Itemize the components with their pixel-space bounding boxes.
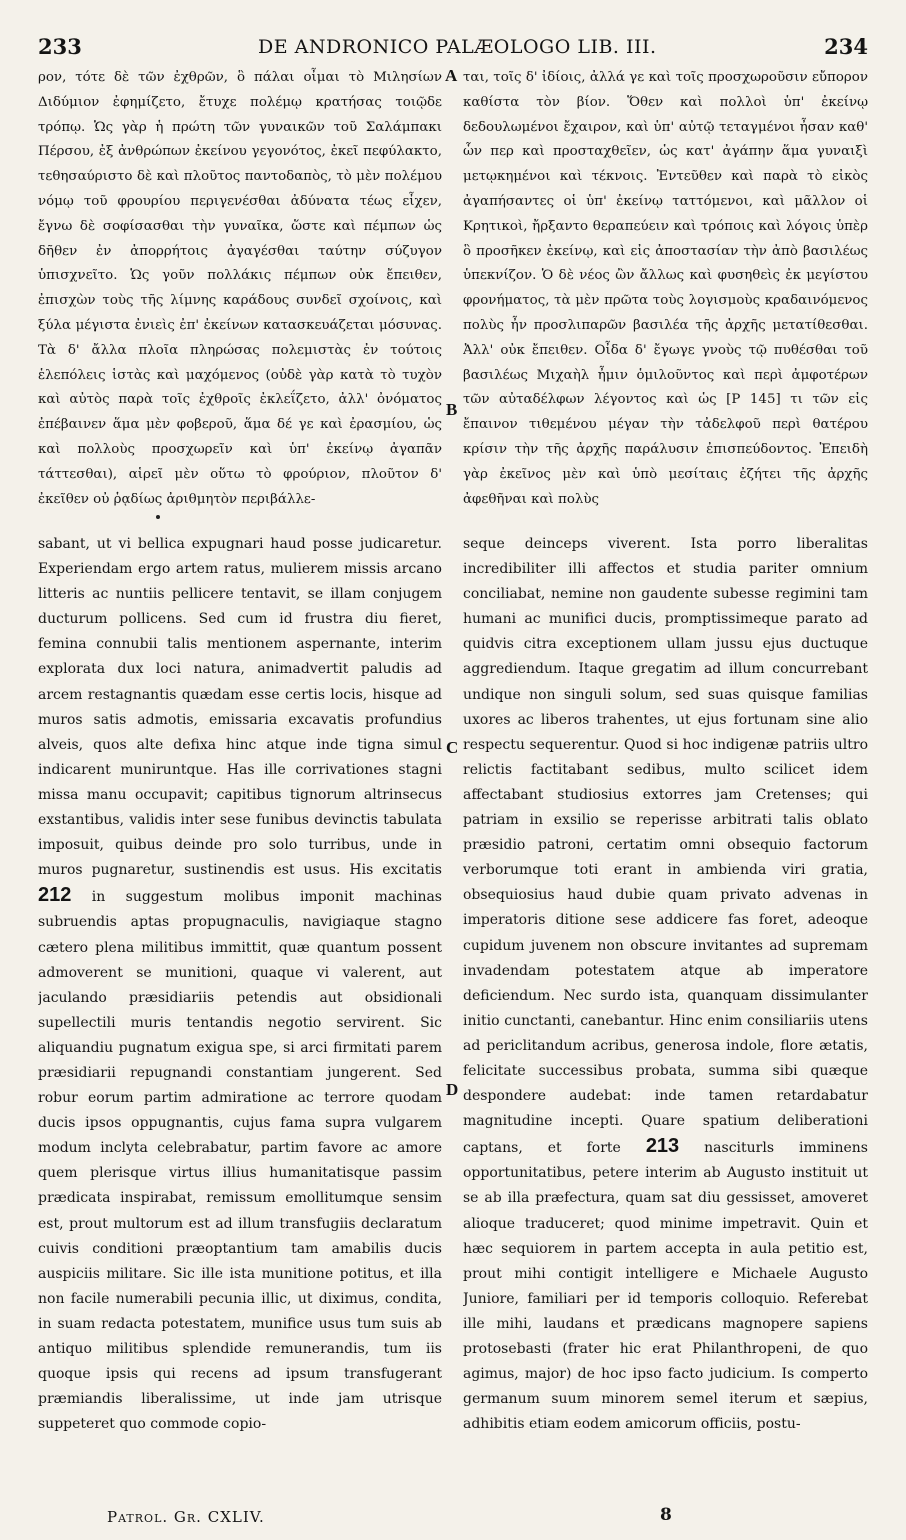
running-title: DE ANDRONICO PALÆOLOGO LIB. III. xyxy=(258,36,657,58)
footer-gathering-number: 8 xyxy=(660,1505,672,1525)
page-number-right: 234 xyxy=(824,34,868,59)
latin-text-right: seque deinceps viverent. Ista porro liberalitas incredibiliter illi affectos et studia pariter omnium conciliabat, nemine non gaudente subesse regimini tam humani ac munifici ducis, promptissimeque parato ad quidvis citra exceptionem ullam jussu ejus ductuque aggrediendum. Itaque gregatim ad illum concurrebant undique non singuli solum, sed suas quisque familias uxores ac liberos trahentes, ut ejus fortunam sine alio respectu sequerentur. Quod si hoc indigenæ patriis ultro relictis factitabant sedibus, multo scilicet idem affectabant studiosius extorres jam Cretenses; qui patriam in exsilio se reperisse arbitrati talis oblato præsidio patroni, certatim omni obsequio factorum verborumque toti erant in ambienda viri gratia, obsequiosius haud dubie quam privato advenas in imperatoris ditione sese addicere fas foret, adeoque cupidum juvenem non obscure invitantes ad supremam invadendam potestatem atque ab imperatore deficiendum. Nec surdo ista, quanquam dissimulanter initio cunctanti, canebantur. Hinc enim consiliariis utens ad periclitandum acribus, generosa indole, flore ætatis, felicitate successibus probata, summa sibi quæque despondere audebat: inde tamen retardabatur magnitudine incepti. Quare spatium deliberationi captans, et forte 213 nasciturls imminens opportunitatibus, petere interim ab Augusto instituit ut se ab illa præfectura, quam sat diu gessisset, amoveret alioque traduceret; quod minime impetravit. Quin et hæc sequiorem in partem accepta in aula petitio est, prout mihi contigit intelligere e Michaele Augusto Juniore, familiari per id temporis colloquio. Referebat ille mihi, laudans et prædicans magnopere sapiens protosebasti (frater hic erat Philanthropeni, de quo agimus, major) de hoc ipso facto judicium. Is comperto germanum suum minorem semel iterum et sæpius, adhibitis etiam eodem amicorum officiis, postu- xyxy=(463,536,868,1433)
column-number-213: 213 xyxy=(645,1135,680,1158)
latin-text-left: sabant, ut vi bellica expugnari haud posse judicaretur. Experiendam ergo artem ratus, mulierem missis arcano litteris ac nuntiis pellicere tentavit, se illam conjugem ducturum pollicens. Sed cum id frustra diu fieret, femina connubii talis mentionem aspernante, interim explorata dux loci natura, animadvertit paludis ad arcem restagnantis quædam esse certis locis, hisque ad muros satis admotis, emissaria excavatis profundius alveis, quos alte defixa hinc atque inde tigna simul indicarent muniruntque. Has ille corrivationes stagni missa manu occupavit; capitibus tignorum altrinsecus exstantibus, validis inter sese funibus devinctis tabulata imposuit, quibus deinde pro solo turribus, unde in muros pugnaretur, sustinendis est usus. His excitatis 212 in suggestum molibus imponit machinas subruendis aptas propugnaculis, navigiaque stagno cætero plena militibus immittit, quæ quantum possent admoverent se munitioni, quaque vi valerent, aut jaculando præsidiariis petendis aut obsidionali supellectili muris tentandis negotio servirent. Sic aliquandiu pugnatum exigua spe, si arci firmitati parem præsidiarii repugnandi constantiam jungerent. Sed robur eorum partim admiratione ac terrore quodam ducis ipsos oppugnantis, cujus fama supra vulgarem modum inclyta celebrabatur, partim favore ac amore quem plerisque virtus illius humanitatisque passim prædicata inspirabat, remissum emollitumque sensim est, prout multorum est ad illum transfugiis declaratum cuivis conditioni præoptantium tam amabilis ducis auspiciis militare. Sic ille ista munitione potitus, et illa non facile numerabili pecunia illic, ut diximus, condita, in suam redacta potestatem, munifice usus tum suis ab antiquo militibus splendide remunerandis, tum iis quoque ipsis qui recens ad ipsum transfugerant præmiandis liberalissime, ut inde jam utrisque suppeteret quo commode copio- xyxy=(38,536,442,1433)
latin-column-right xyxy=(463,532,868,1500)
section-marker-b: B xyxy=(446,400,458,419)
section-marker-c: C xyxy=(446,738,459,757)
greek-column-left xyxy=(38,66,442,506)
greek-column-right xyxy=(463,66,868,506)
section-marker-a: A xyxy=(445,66,458,85)
footer-signature: Patrol. Gr. CXLIV. xyxy=(107,1508,265,1526)
greek-text-right: ται, τοῖς δ' ἰδίοις, ἀλλά γε καὶ τοῖς προσχωροῦσιν εὔπορον καθίστα τὸν βίον. Ὅθεν καὶ πολλοὶ ὑπ' ἐκείνῳ δεδουλωμένοι ἔχαιρον, καὶ ὑπ' αὐτῷ τεταγμένοι ἦσαν καθ' ὧν περ καὶ προσταχθεῖεν, ὡς κατ' ἀγάπην ἅμα γυναιξὶ μετῳκημένοι καὶ τέκνοις. Ἐντεῦθεν καὶ παρὰ τὸ εἰκὸς ἀγαπήσαντες οἱ ὑπ' ἐκείνῳ ταττόμενοι, καὶ μᾶλλον οἱ Κρητικοὶ, ἤρξαντο θεραπεύειν καὶ τρόποις καὶ λόγοις ὑπὲρ ὃ προσῆκεν ἐκείνῳ, καὶ εἰς ἀποστασίαν τὴν ἀπὸ βασιλέως ὑπεκνίζον. Ὁ δὲ νέος ὢν ἄλλως καὶ φυσηθεὶς ἐκ μεγίστου φρονήματος, τὰ μὲν πρῶτα τοὺς λογισμοὺς κραδαινόμενος πολὺς ἦν προσλιπαρῶν βασιλέα τῆς ἀρχῆς μετατίθεσθαι. Ἀλλ' οὐκ ἔπειθεν. Οἶδα δ' ἔγωγε γνοὺς τῷ πυθέσθαι τοῦ βασιλέως Μιχαὴλ ἦμιν ὁμιλοῦντος καὶ περὶ ἀμφοτέρων τῶν αὐταδέλφων λέγοντος καὶ ὡς [P 145] τι τῶν εἰς ἔπαινον τιθεμένου μέγαν τὴν τἀδελφοῦ περὶ θατέρου κρίσιν τὴν τῆς ἀρχῆς παράλυσιν ἐπισπεύδοντος. Ἐπειδὴ γὰρ ἐκεῖνος μὲν καὶ ὑπὸ μεσίταις ἐζήτει τῆς ἀρχῆς ἀφεθῆναι καὶ πολὺς xyxy=(463,70,868,506)
latin-column-left xyxy=(38,532,442,1500)
greek-text-left: ρον, τότε δὲ τῶν ἐχθρῶν, ὃ πάλαι οἶμαι τὸ Μιλησίων Διδύμιον ἐφημίζετο, ἔτυχε πολέμῳ κρατήσας τοιῷδε τρόπῳ. Ὡς γὰρ ἡ πρώτη τῶν γυναικῶν τοῦ Σαλάμπακι Πέρσου, ἐξ ἀνθρώπων ἐκείνου γεγονότος, ἐκεῖ πεφύλακτο, τεθησαύριστο δὲ καὶ πλοῦτος παντοδαπὸς, τὸ μὲν πολέμου νόμῳ τοῦ φρουρίου περιγενέσθαι ἀδύνατα τέως εἶχεν, ἔγνω δὲ σοφίσασθαι τὴν γυναῖκα, ὥστε καὶ πέμπων ὡς δῆθεν ἐν ἀπορρήτοις ἀγαγέσθαι ταύτην σύζυγον ὑπισχνεῖτο. Ὡς γοῦν πολλάκις πέμπων οὐκ ἔπειθεν, ἐπισχὼν τοὺς τῆς λίμνης καράδους συνδεῖ σχοίνοις, καὶ ξύλα μέγιστα ἐνιεὶς ἐπ' ἐκείνων κατασκευάζεται μόσυνας. Τὰ δ' ἄλλα πλοῖα πληρώσας πολεμιστὰς ἐν τούτοις ἑλεπόλεις ἱστὰς καὶ μαχόμενος (οὐδὲ γὰρ κατὰ τὸ τυχὸν καὶ αὐτὸς παρὰ τοῖς ἐχθροῖς ἐκλεΐζετο, ἀλλ' ὀνόματος ἐπέβαινεν ἅμα μὲν φοβεροῦ, ἅμα δέ γε καὶ ἐρασμίου, ὡς καὶ πολλοὺς προσχωρεῖν καὶ ὑπ' ἐκείνῳ ἀγαπᾶν τάττεσθαι), αἱρεῖ μὲν οὕτω τὸ φρούριον, πλοῦτον δ' ἐκεῖθεν οὐ ῥᾳδίως ἀριθμητὸν περιβάλλε- xyxy=(38,70,442,506)
running-header xyxy=(38,34,868,64)
page-number-left: 233 xyxy=(38,34,82,59)
column-number-212: 212 xyxy=(38,884,72,907)
section-marker-d: D xyxy=(446,1080,459,1099)
separator-dot xyxy=(156,515,160,519)
